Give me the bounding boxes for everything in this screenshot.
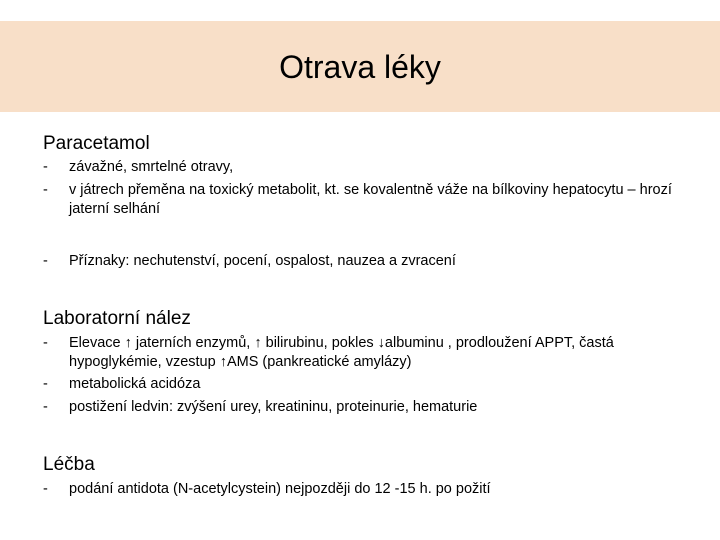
bullet-dash: - <box>43 253 48 269</box>
slide-title: Otrava léky <box>279 49 441 85</box>
list-item-text: závažné, smrtelné otravy, <box>69 159 234 175</box>
list-item <box>43 375 673 394</box>
list-item <box>43 398 673 417</box>
list-item-text: metabolická acidóza <box>69 376 201 392</box>
bullet-dash: - <box>43 481 48 497</box>
list-item <box>43 181 673 218</box>
list-item-text: v játrech přeměna na toxický metabolit, kt. se kovalentně váže na bílkoviny hepatocytu – hrozí jaterní selhání <box>69 182 672 217</box>
bullet-dash: - <box>43 335 48 351</box>
list-item-text: postižení ledvin: zvýšení urey, kreatininu, proteinurie, hematurie <box>69 399 478 415</box>
bullet-dash: - <box>43 159 48 175</box>
list-item-text: podání antidota (N-acetylcystein) nejpozději do 12 -15 h. po požití <box>69 481 491 497</box>
list-item <box>43 252 673 271</box>
list-item <box>43 334 673 371</box>
section-heading-paracetamol: Paracetamol <box>43 133 150 154</box>
list-item <box>43 158 673 177</box>
bullet-dash: - <box>43 399 48 415</box>
section-heading-lecba: Léčba <box>43 454 95 475</box>
bullet-dash: - <box>43 182 48 198</box>
section-heading-laboratorni-nalez: Laboratorní nález <box>43 308 191 329</box>
list-item-text: Elevace ↑ jaterních enzymů, ↑ bilirubinu, pokles ↓albuminu , prodloužení APPT, častá hypoglykémie, vzestup ↑AMS (pankreatické amylázy) <box>69 335 614 370</box>
list-item-text: Příznaky: nechutenství, pocení, ospalost, nauzea a zvracení <box>69 253 456 269</box>
bullet-dash: - <box>43 376 48 392</box>
list-item <box>43 480 673 499</box>
